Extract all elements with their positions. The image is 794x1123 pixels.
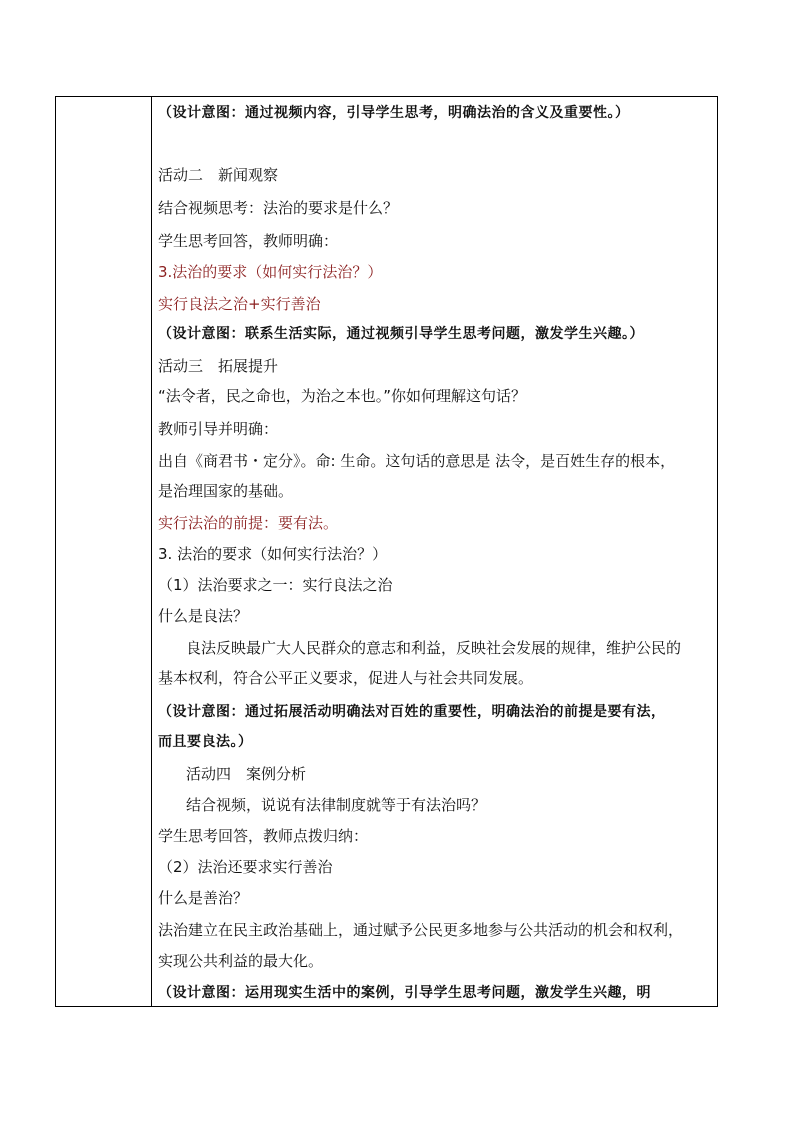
question-good-governance: 什么是善治？ (158, 889, 249, 907)
table-left-column (56, 97, 152, 1006)
governance-line-2: 实现公共利益的最大化。 (158, 952, 324, 970)
key-point: 实行良法之治+实行善治 (158, 295, 321, 313)
activity-2-title: 活动二 新闻观察 (158, 166, 279, 184)
activity-3-title: 活动三 拓展提升 (158, 357, 279, 375)
design-intent-4: （设计意图：运用现实生活中的案例，引导学生思考问题，激发学生兴趣，明 (158, 985, 651, 1001)
governance-line-1: 法治建立在民主政治基础上，通过赋予公民更多地参与公共活动的机会和权利， (158, 921, 684, 939)
heading-requirements-2: 3. 法治的要求（如何实行法治？） (158, 545, 388, 563)
explanation-line-1: 出自《商君书・定分》。命: 生命。这句话的意思是 法令，是百姓生存的根本， (158, 452, 676, 470)
good-law-line-1: 良法反映最广大人民群众的意志和利益，反映社会发展的规律，维护公民的 (186, 639, 682, 657)
explanation-line-2: 是治理国家的基础。 (158, 482, 294, 500)
requirement-1: （1）法治要求之一：实行良法之治 (158, 576, 393, 594)
question-line: 结合视频思考：法治的要求是什么？ (158, 199, 399, 217)
requirement-2: （2）法治还要求实行善治 (158, 858, 333, 876)
quote-question: “法令者，民之命也，为治之本也。”你如何理解这句话？ (158, 387, 527, 405)
good-law-line-2: 基本权利，符合公平正义要求，促进人与社会共同发展。 (158, 669, 534, 687)
premise-line: 实行法治的前提：要有法。 (158, 514, 339, 532)
table-content-cell (152, 97, 717, 1006)
case-question: 结合视频，说说有法律制度就等于有法治吗？ (186, 796, 487, 814)
text-line: 学生思考回答，教师点拨归纳： (158, 827, 369, 845)
design-intent-2: （设计意图：联系生活实际，通过视频引导学生思考问题，激发学生兴趣。） (158, 326, 644, 342)
activity-4-title: 活动四 案例分析 (186, 765, 307, 783)
text-line: 学生思考回答，教师明确： (158, 232, 339, 250)
question-good-law: 什么是良法？ (158, 607, 249, 625)
lesson-table (55, 96, 718, 1007)
heading-requirements: 3.法治的要求（如何实行法治？） (158, 263, 383, 281)
design-intent-3-line-1: （设计意图：通过拓展活动明确法对百姓的重要性，明确法治的前提是要有法， (158, 704, 666, 720)
text-line: 教师引导并明确： (158, 420, 279, 438)
design-intent-1: （设计意图：通过视频内容，引导学生思考，明确法治的含义及重要性。） (158, 105, 630, 121)
design-intent-3-line-2: 而且要良法。） (158, 734, 253, 750)
